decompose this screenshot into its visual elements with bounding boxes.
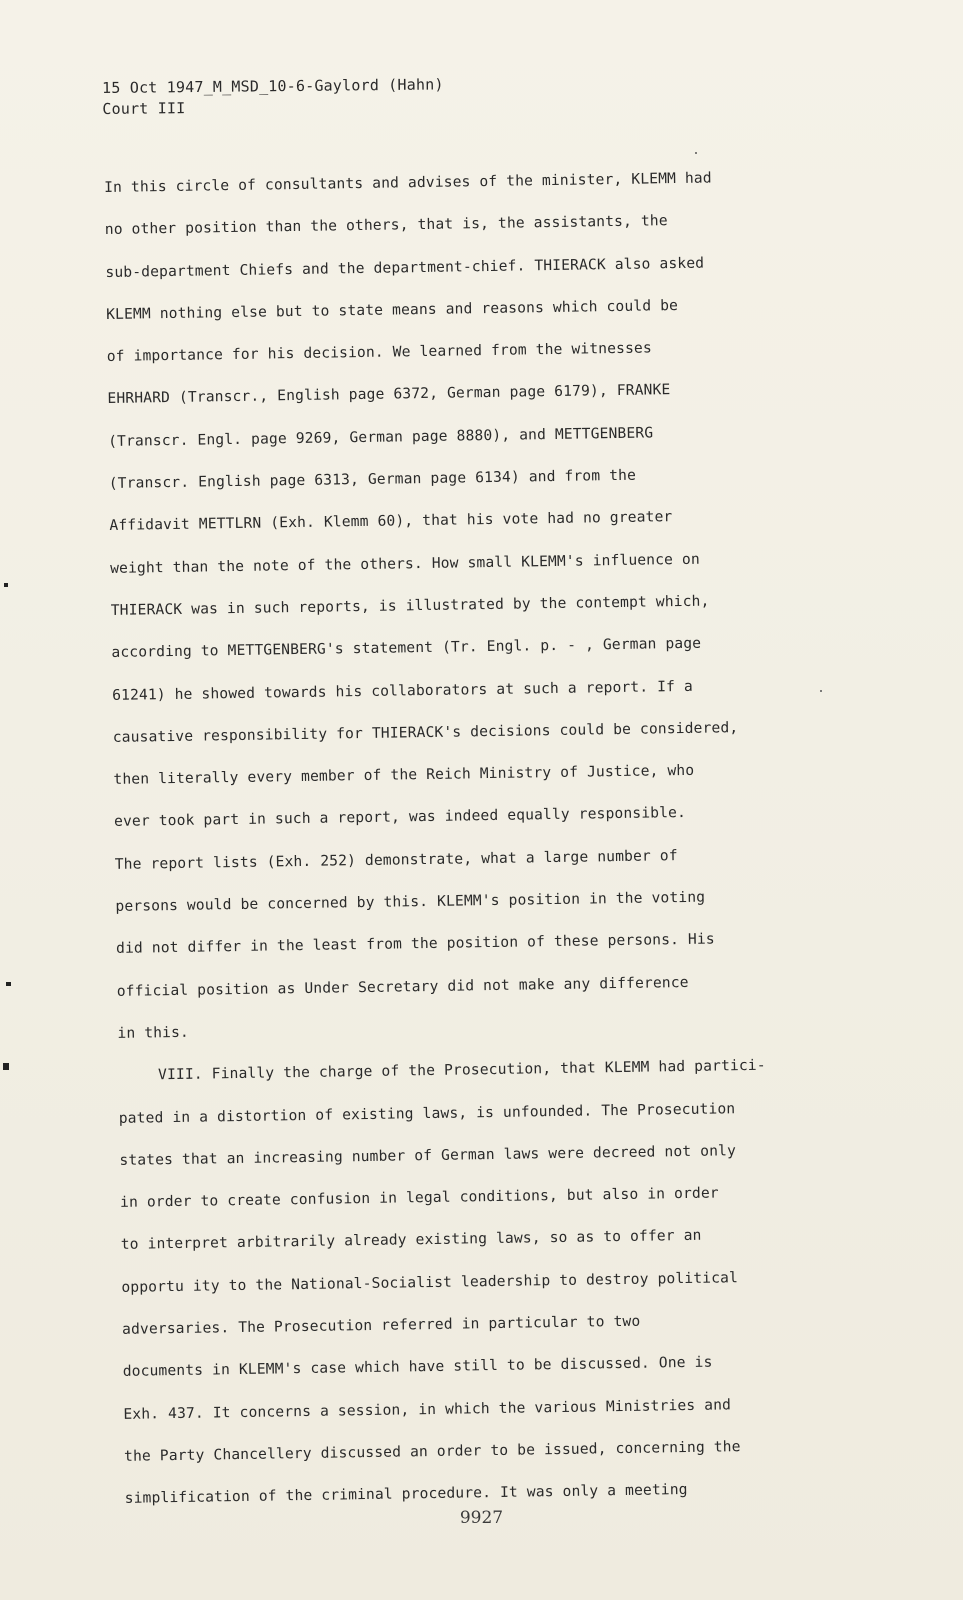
document-header xyxy=(102,74,444,120)
text-line: Exh. 437. It concerns a session, in which the various Ministries and xyxy=(123,1395,732,1423)
text-line: adversaries. The Prosecution referred in particular to two xyxy=(121,1312,641,1338)
text-line: states that an increasing number of German laws were decreed not only xyxy=(119,1142,737,1169)
text-line: The report lists (Exh. 252) demonstrate, what a large number of xyxy=(114,846,678,873)
margin-mark xyxy=(6,982,11,986)
text-line: in order to create confusion in legal conditions, but also in order xyxy=(119,1184,719,1211)
text-line: no other position than the others, that is, the assistants, the xyxy=(104,212,668,239)
margin-mark xyxy=(3,1063,9,1070)
text-line: weight than the note of the others. How small KLEMM's influence on xyxy=(109,550,700,577)
text-line: sub-department Chiefs and the department-chief. THIERACK also asked xyxy=(105,254,705,281)
text-line: simplification of the criminal procedure. It was only a meeting xyxy=(124,1481,688,1508)
text-line: In this circle of consultants and advises of the minister, KLEMM had xyxy=(104,169,712,196)
text-line: (Transcr. Engl. page 9269, German page 8880), and METTGENBERG xyxy=(108,424,654,450)
paper-speck xyxy=(820,690,822,692)
text-line: Affidavit METTLRN (Exh. Klemm 60), that his vote had no greater xyxy=(109,508,673,535)
text-line: ever took part in such a report, was indeed equally responsible. xyxy=(113,804,687,831)
text-line: of importance for his decision. We learned from the witnesses xyxy=(106,339,652,366)
text-line: KLEMM nothing else but to state means and reasons which could be xyxy=(106,296,679,323)
text-line: opportu ity to the National-Socialist leadership to destroy political xyxy=(121,1268,739,1296)
paper-speck xyxy=(695,152,697,154)
text-line: VIII. Finally the charge of the Prosecution, that KLEMM had partici- xyxy=(157,1056,766,1084)
text-line: in this. xyxy=(117,1023,190,1042)
text-line: to interpret arbitrarily already existing laws, so as to offer an xyxy=(120,1227,702,1254)
text-line: the Party Chancellery discussed an order to be issued, concerning the xyxy=(123,1438,741,1465)
text-line: official position as Under Secretary did not make any difference xyxy=(116,973,689,1000)
text-line: according to METTGENBERG's statement (Tr. Engl. p. - , German page xyxy=(111,634,702,662)
text-line: did not differ in the least from the position of these persons. His xyxy=(115,930,715,958)
text-line: documents in KLEMM's case which have still to be discussed. One is xyxy=(122,1353,713,1381)
text-line: 61241) he showed towards his collaborators at such a report. If a xyxy=(111,677,694,704)
page-number: 9927 xyxy=(459,1508,504,1528)
text-line: causative responsibility for THIERACK's decisions could be considered, xyxy=(112,718,739,746)
text-line: EHRHARD (Transcr., English page 6372, German page 6179), FRANKE xyxy=(107,381,671,408)
body-text xyxy=(104,166,865,1531)
text-line: persons would be concerned by this. KLEMM's position in the voting xyxy=(115,888,706,915)
text-line: pated in a distortion of existing laws, is unfounded. The Prosecution xyxy=(118,1099,736,1127)
header-court: Court III xyxy=(102,99,186,118)
header-reference: 15 Oct 1947_M_MSD_10-6-Gaylord (Hahn) xyxy=(102,75,444,97)
text-line: then literally every member of the Reich Ministry of Justice, who xyxy=(113,761,695,789)
text-line: THIERACK was in such reports, is illustrated by the contempt which, xyxy=(110,592,710,619)
margin-mark xyxy=(4,583,8,587)
text-line: (Transcr. English page 6313, German page 6134) and from the xyxy=(108,466,637,493)
